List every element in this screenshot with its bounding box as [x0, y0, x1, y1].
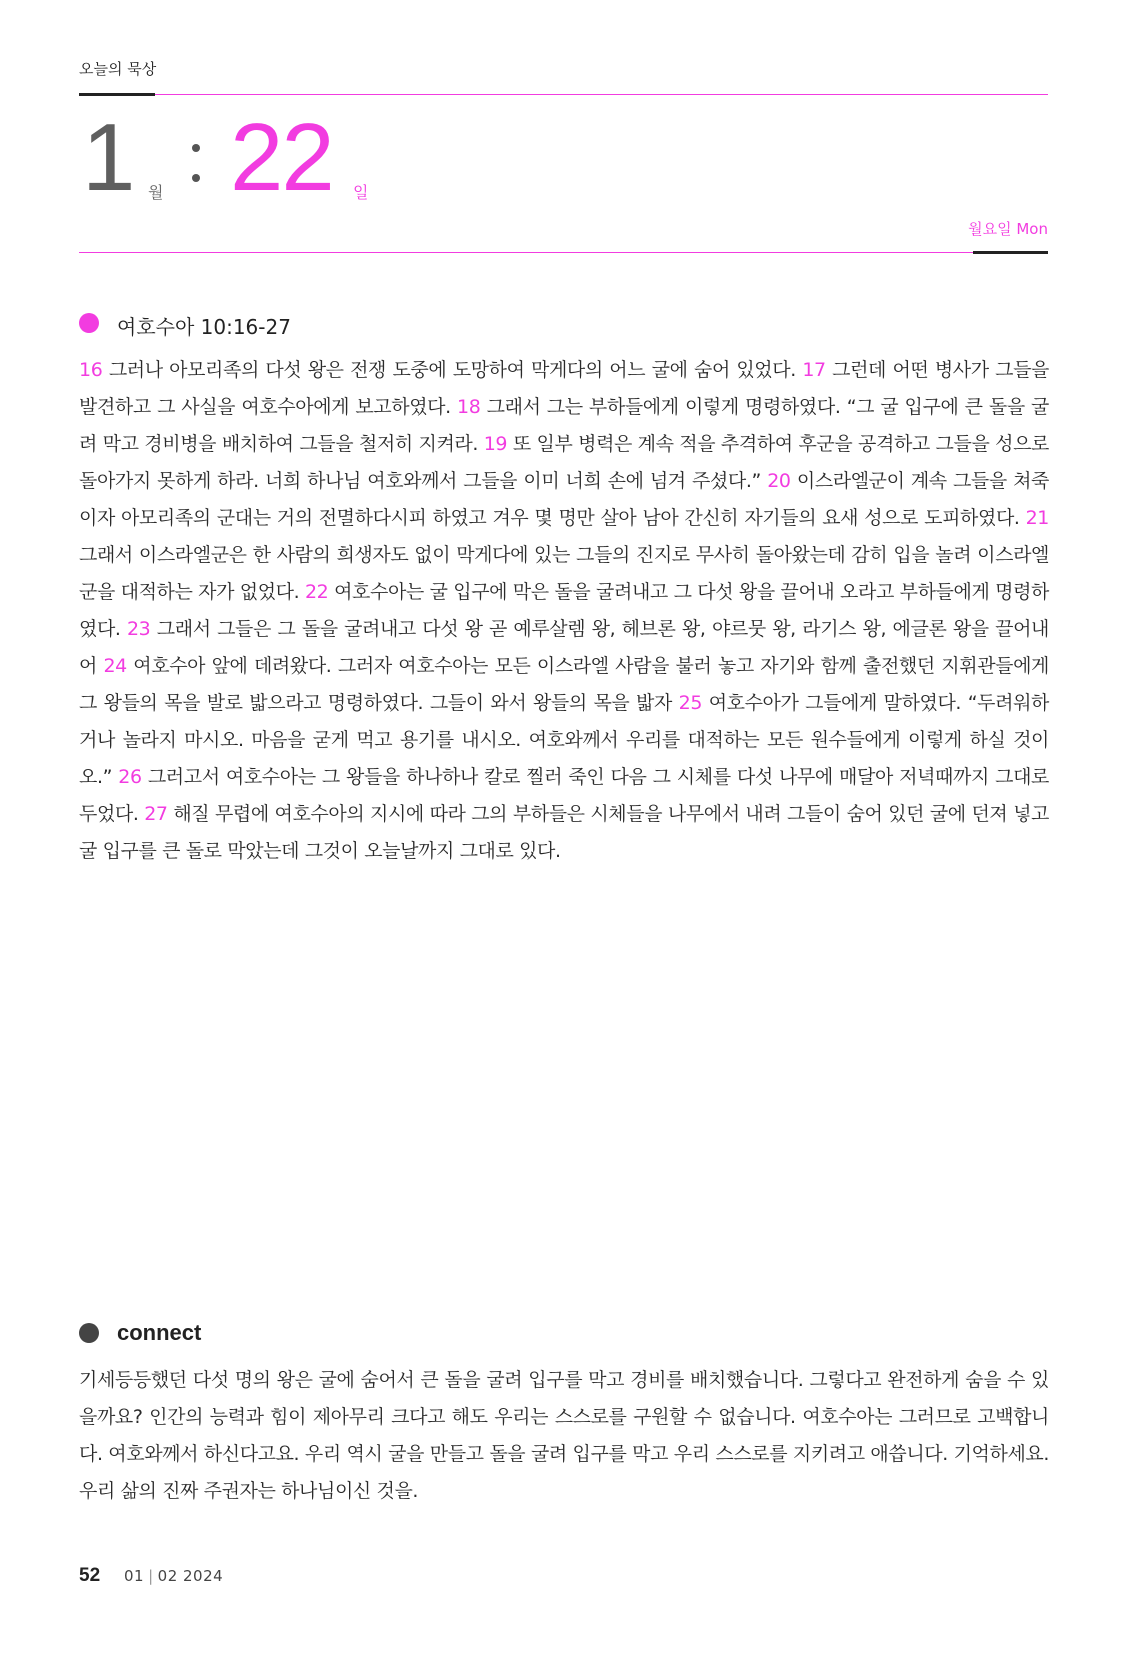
verse-number: 16: [79, 359, 103, 381]
verse-number: 20: [767, 470, 791, 492]
date-rule-accent: [973, 251, 1048, 254]
verse-text: 그러고서 여호수아는 그 왕들을 하나하나 칼로 찔러 죽인 다음 그 시체를 다섯 나무에 매달아 저녁때까지 그대로 두었다.: [79, 766, 1049, 825]
verse-number: 26: [118, 766, 142, 788]
scripture-bullet-icon: [79, 313, 99, 333]
verse-text: 여호수아 앞에 데려왔다. 그러자 여호수아는 모든 이스라엘 사람을 불러 놓고 자기와 함께 출전했던 지휘관들에게 그 왕들의 목을 발로 밟으라고 명령하였다. 그들이 와서 왕들의 목을 밟자: [79, 655, 1050, 714]
header-rule: [155, 94, 1048, 95]
connect-title: connect: [117, 1320, 202, 1345]
verse-number: 25: [678, 692, 703, 714]
date-rule: [79, 252, 973, 253]
verse-text: 그래서 이스라엘군은 한 사람의 희생자도 없이 막게다에 있는 그들의 진지로 무사히 돌아왔는데 감히 입을 놀려 이스라엘군을 대적하는 자가 없었다.: [79, 544, 1049, 603]
month-number: 1: [82, 104, 133, 211]
verse-number: 19: [483, 433, 508, 455]
scripture-reference: 여호수아 10:16-27: [117, 315, 291, 339]
verse-text: 그래서 그들은 그 돌을 굴려내고 다섯 왕 곧 예루살렘 왕, 헤브론 왕, 야르뭇 왕, 라기스 왕, 에글론 왕을 끌어내어: [79, 618, 1050, 677]
verse-text: 이스라엘군이 계속 그들을 쳐죽이자 아모리족의 군대는 거의 전멸하다시피 하였고 겨우 몇 명만 살아 남아 간신히 자기들의 요새 성으로 도피하였다.: [79, 470, 1049, 529]
verse-text: 해질 무렵에 여호수아의 지시에 따라 그의 부하들은 시체들을 나무에서 내려 그들이 숨어 있던 굴에 던져 넣고 굴 입구를 큰 돌로 막았는데 그것이 오늘날까지 그대로 있다.: [79, 803, 1049, 862]
month-unit: 월: [148, 183, 164, 202]
section-label: 오늘의 묵상: [79, 60, 157, 78]
issue-info: 01 | 02 2024: [124, 1567, 224, 1585]
connect-bullet-icon: [79, 1323, 99, 1343]
verse-number: 27: [144, 803, 168, 825]
verse-number: 17: [802, 359, 826, 381]
page-number: 52: [79, 1565, 101, 1586]
issue-month: 01: [124, 1567, 145, 1585]
verse-number: 23: [126, 618, 151, 640]
verse-number: 22: [304, 581, 329, 603]
verse-number: 18: [457, 396, 481, 418]
issue-rest: 02 2024: [157, 1567, 224, 1585]
verse-text: 그런데 어떤 병사가 그들을 발견하고 그 사실을 여호수아에게 보고하였다.: [79, 359, 1049, 418]
day-unit: 일: [353, 183, 369, 202]
header-rule-accent: [79, 93, 155, 96]
scripture-passage: [79, 352, 1049, 870]
date-colon: [192, 132, 200, 194]
day-number: 22: [230, 104, 333, 211]
verse-text: 여호수아가 그들에게 말하였다. “두려워하거나 놀라지 마시오. 마음을 굳게 먹고 용기를 내시오. 여호와께서 우리를 대적하는 모든 원수들에게 이렇게 하실 것이오.”: [79, 692, 1049, 788]
weekday-label: 월요일 Mon: [968, 220, 1048, 238]
verse-text: 그래서 그는 부하들에게 이렇게 명령하였다. “그 굴 입구에 큰 돌을 굴려 막고 경비병을 배치하여 그들을 철저히 지켜라.: [79, 396, 1049, 455]
connect-text: 기세등등했던 다섯 명의 왕은 굴에 숨어서 큰 돌을 굴려 입구를 막고 경비를 배치했습니다. 그렇다고 완전하게 숨을 수 있을까요? 인간의 능력과 힘이 제아무리 크다고 해도 우리는 스스로를 구원할 수 없습니다. 여호수아는 그러므로 고백합니다. 여호와께서 하신다고요. 우리 역시 굴을 만들고 돌을 굴려 입구를 막고 우리 스스로를 지키려고 애씁니다. 기억하세요. 우리 삶의 진짜 주권자는 하나님이신 것을.: [79, 1369, 1049, 1502]
verse-number: 24: [103, 655, 127, 677]
verse-text: 여호수아는 굴 입구에 막은 돌을 굴려내고 그 다섯 왕을 끌어내 오라고 부하들에게 명령하였다.: [79, 581, 1049, 640]
verse-number: 21: [1025, 507, 1049, 529]
verse-text: 또 일부 병력은 계속 적을 추격하여 후군을 공격하고 그들을 성으로 돌아가지 못하게 하라. 너희 하나님 여호와께서 그들을 이미 너희 손에 넘겨 주셨다.”: [79, 433, 1049, 492]
verse-text: 그러나 아모리족의 다섯 왕은 전쟁 도중에 도망하여 막게다의 어느 굴에 숨어 있었다.: [102, 359, 803, 381]
